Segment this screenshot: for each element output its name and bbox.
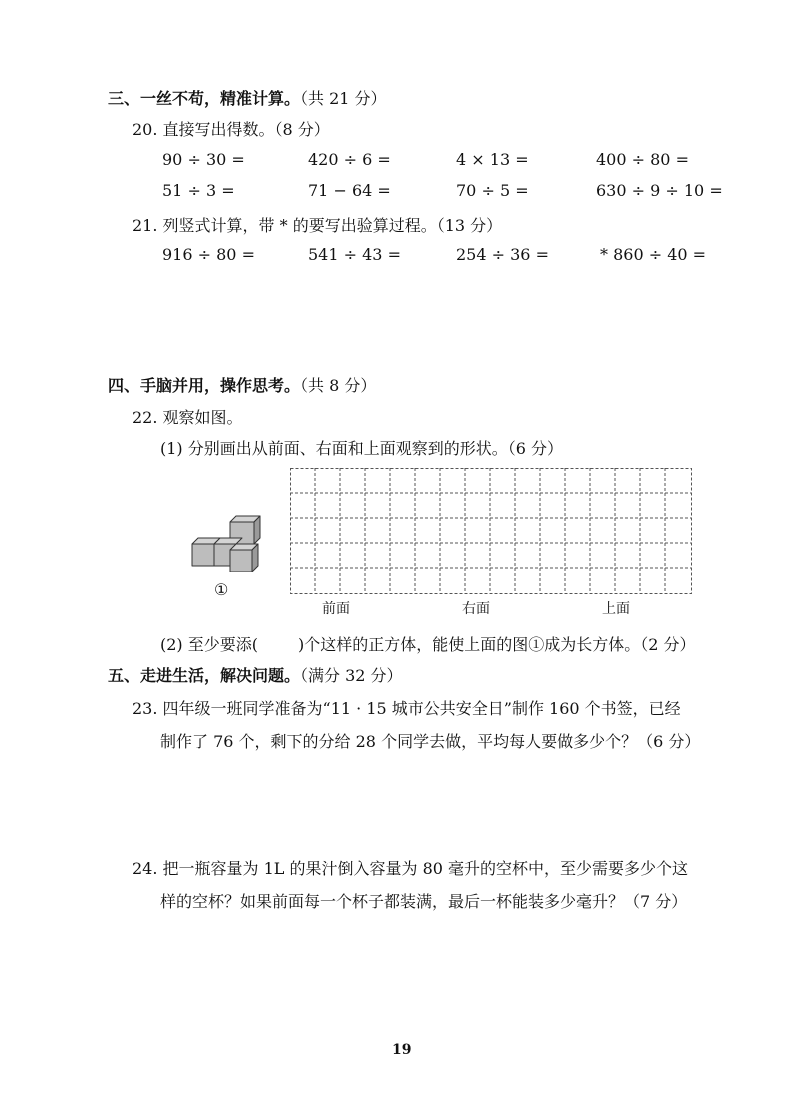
q21-equation: 916 ÷ 80 = <box>162 245 255 264</box>
section-4-points: （共 8 分） <box>300 376 377 395</box>
q20-equation: 51 ÷ 3 = <box>162 181 235 200</box>
question-21-label: 21. 列竖式计算，带 * 的要写出验算过程。（13 分） <box>132 216 503 235</box>
q21-equation: 254 ÷ 36 = <box>456 245 549 264</box>
section-3-title: 三、一丝不苟，精准计算。 <box>108 89 301 108</box>
q20-equation: 70 ÷ 5 = <box>456 181 529 200</box>
q20-equation: 420 ÷ 6 = <box>308 150 391 169</box>
figure-label: ① <box>214 580 229 599</box>
q20-equation: 4 × 13 = <box>456 150 529 169</box>
question-22-part-2 <box>160 632 696 655</box>
section-5-heading <box>108 663 403 686</box>
drawing-grid[interactable] <box>290 468 692 594</box>
section-4-title: 四、手脑并用，操作思考。 <box>108 376 301 395</box>
section-5-points: （满分 32 分） <box>300 666 403 685</box>
part-2-text-before: (2) 至少要添( <box>160 635 258 654</box>
q20-equation: 400 ÷ 80 = <box>596 150 689 169</box>
question-23-line-1: 23. 四年级一班同学准备为“11 · 15 城市公共安全日”制作 160 个书签，已经 <box>132 699 681 718</box>
question-24-line-2: 样的空杯？如果前面每一个杯子都装满，最后一杯能装多少毫升？（7 分） <box>160 892 688 911</box>
q21-equation: * 860 ÷ 40 = <box>600 245 707 264</box>
q21-equation: 541 ÷ 43 = <box>308 245 401 264</box>
question-20-label: 20. 直接写出得数。（8 分） <box>132 120 330 139</box>
section-4-heading <box>108 373 376 396</box>
question-24-line-1: 24. 把一瓶容量为 1L 的果汁倒入容量为 80 毫升的空杯中，至少需要多少个这 <box>132 859 689 878</box>
question-23-line-2: 制作了 76 个，剩下的分给 28 个同学去做，平均每人要做多少个？（6 分） <box>160 732 701 751</box>
section-3-points: （共 21 分） <box>300 89 387 108</box>
q20-equation: 630 ÷ 9 ÷ 10 = <box>596 181 723 200</box>
grid-label-front: 前面 <box>322 601 350 617</box>
page-number: 19 <box>392 1042 412 1058</box>
section-5-title: 五、走进生活，解决问题。 <box>108 666 301 685</box>
question-22-label: 22. 观察如图。 <box>132 408 243 427</box>
q20-equation: 71 − 64 = <box>308 181 391 200</box>
grid-label-top: 上面 <box>602 601 630 617</box>
section-3-heading <box>108 86 387 109</box>
grid-label-right: 右面 <box>462 601 490 617</box>
question-22-part-1: (1) 分别画出从前面、右面和上面观察到的形状。（6 分） <box>160 439 564 458</box>
q20-equation: 90 ÷ 30 = <box>162 150 245 169</box>
part-2-text-after: )个这样的正方体，能使上面的图①成为长方体。（2 分） <box>298 635 696 654</box>
cube-figure <box>186 510 268 572</box>
